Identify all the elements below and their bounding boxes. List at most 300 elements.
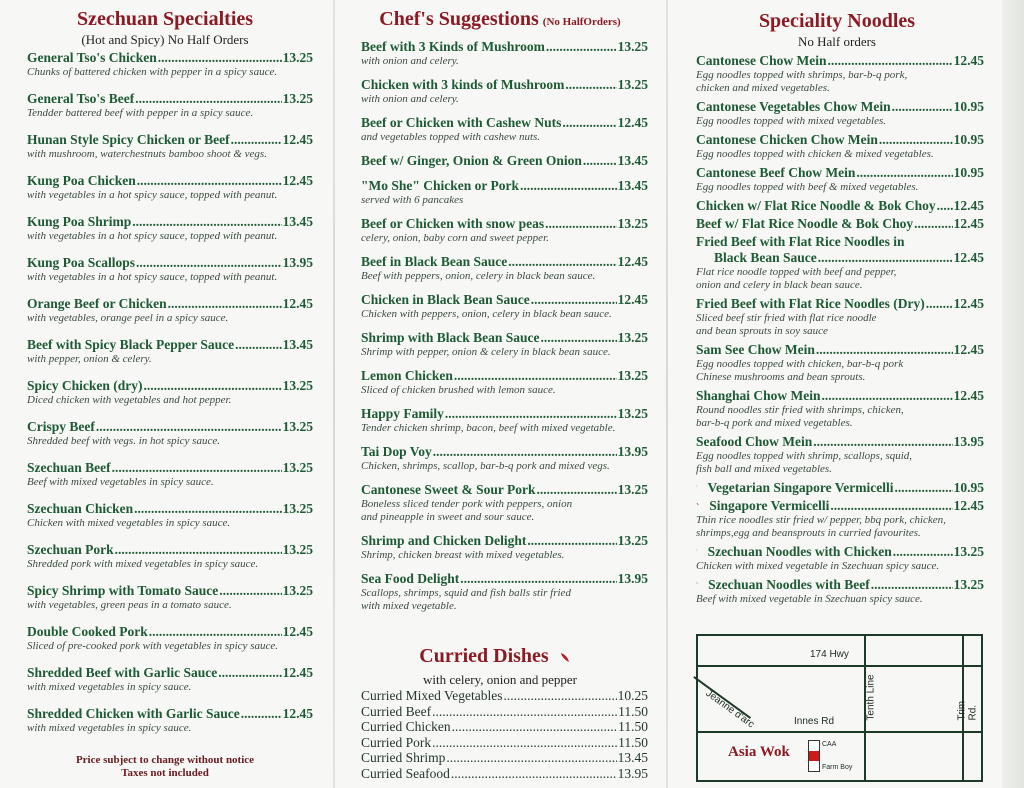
dot-leader xyxy=(115,542,282,558)
item-name: Fried Beef with Flat Rice Noodles in xyxy=(696,234,905,249)
item-name: Cantonese Chicken Chow Mein xyxy=(696,132,878,147)
item-price: 10.95 xyxy=(953,99,984,114)
item-name: Shredded Beef with Garlic Sauce xyxy=(27,665,218,680)
menu-item-row xyxy=(361,178,648,194)
menu-item xyxy=(696,99,984,128)
dot-leader xyxy=(96,419,282,435)
menu-item-row xyxy=(361,115,648,131)
dot-leader xyxy=(527,533,616,549)
menu-item-row xyxy=(696,577,984,593)
menu-item-row xyxy=(27,255,313,271)
item-price: 13.25 xyxy=(617,216,648,231)
price-notice-line2: Taxes not included xyxy=(121,767,209,779)
dot-leader xyxy=(454,368,617,384)
item-description: Beef with peppers, onion, celery in black bean sauce. xyxy=(361,270,596,282)
item-price: 12.45 xyxy=(953,388,984,403)
item-name: Curried Shrimp xyxy=(361,750,446,765)
menu-item xyxy=(696,198,984,214)
item-description: Chunks of battered chicken with pepper in a spicy sauce. xyxy=(27,66,278,78)
dot-leader xyxy=(892,99,953,115)
item-description: Boneless sliced tender pork with peppers, onion xyxy=(361,498,573,510)
item-name: Curried Chicken xyxy=(361,719,451,734)
item-description: with vegetables, green peas in a tomato sauce. xyxy=(27,599,232,611)
item-name: Chicken in Black Bean Sauce xyxy=(361,292,530,307)
menu-item-row xyxy=(696,434,984,450)
menu-item xyxy=(27,583,313,624)
item-name: Vegetarian Singapore Vermicelli xyxy=(707,480,894,495)
item-description: Shrimp, chicken breast with mixed vegetables. xyxy=(361,549,565,561)
item-price: 13.95 xyxy=(282,255,313,270)
item-price: 12.45 xyxy=(953,296,984,311)
item-name: Kung Poa Scallops xyxy=(27,255,136,270)
menu-item-row xyxy=(27,665,313,681)
item-name: Szechuan Chicken xyxy=(27,501,134,516)
item-price: 12.45 xyxy=(282,296,313,311)
item-description: with mushroom, waterchestnuts bamboo shoot & vegs. xyxy=(27,148,267,160)
menu-item xyxy=(361,115,648,144)
item-description: shrimps,egg and beansprouts in curried favourites. xyxy=(696,527,921,539)
menu-item xyxy=(27,132,313,173)
chef-title-note: (No HalfOrders) xyxy=(542,16,621,28)
menu-item-row xyxy=(361,330,648,346)
menu-item-row xyxy=(361,216,648,232)
item-description: with pepper, onion & celery. xyxy=(27,353,152,365)
menu-item-row xyxy=(361,571,648,587)
dot-leader xyxy=(460,571,616,587)
item-name: Szechuan Pork xyxy=(27,542,114,557)
menu-item xyxy=(696,434,984,476)
item-description: onion and celery in black bean sauce. xyxy=(696,279,863,291)
item-price: 12.45 xyxy=(282,173,313,188)
item-name: Chicken w/ Flat Rice Noodle & Bok Choy xyxy=(696,198,936,213)
item-price: 11.50 xyxy=(618,719,648,734)
noodles-panel xyxy=(672,0,1002,788)
dot-leader xyxy=(134,501,281,517)
chili-pepper-icon xyxy=(696,480,698,492)
menu-item-row xyxy=(696,388,984,404)
item-price: 13.25 xyxy=(282,583,313,598)
label-174-hwy: 174 Hwy xyxy=(810,649,849,660)
menu-item xyxy=(27,665,313,706)
section-subtitle-noodles: No Half orders xyxy=(798,34,876,49)
item-price: 10.95 xyxy=(953,480,984,495)
menu-item xyxy=(696,165,984,194)
item-description: with mixed vegetables in spicy sauce. xyxy=(27,722,192,734)
item-description: Chicken, shrimps, scallop, bar-b-q pork and mixed vegs. xyxy=(361,460,610,472)
menu-item-row xyxy=(361,750,648,766)
item-price: 13.25 xyxy=(617,533,648,548)
menu-item xyxy=(361,292,648,321)
item-price: 13.45 xyxy=(282,337,313,352)
item-description: celery, onion, baby corn and sweet pepper. xyxy=(361,232,549,244)
menu-item-row xyxy=(361,292,648,308)
dot-leader xyxy=(231,132,282,148)
menu-item xyxy=(361,533,648,562)
menu-item xyxy=(27,255,313,296)
item-name: Szechuan Noodles with Chicken xyxy=(707,544,892,559)
menu-item xyxy=(27,706,313,747)
item-description: Egg noodles topped with shrimps, bar-b-q pork, xyxy=(696,69,908,81)
dot-leader xyxy=(433,444,617,460)
item-name: Szechuan Noodles with Beef xyxy=(708,577,870,592)
item-name: Fried Beef with Flat Rice Noodles (Dry) xyxy=(696,296,925,311)
menu-item-row xyxy=(696,296,984,312)
dot-leader xyxy=(818,250,953,266)
menu-item xyxy=(361,77,648,106)
menu-item-row xyxy=(361,39,648,55)
menu-item xyxy=(696,388,984,430)
price-notice xyxy=(0,754,330,780)
menu-item-row xyxy=(361,77,648,93)
label-farm-boy: Farm Boy xyxy=(822,764,853,771)
item-description: and pineapple in sweet and sour sauce. xyxy=(361,511,535,523)
item-price: 12.45 xyxy=(617,115,648,130)
menu-item xyxy=(27,214,313,255)
item-name: Lemon Chicken xyxy=(361,368,453,383)
item-name: Cantonese Vegetables Chow Mein xyxy=(696,99,891,114)
item-description: with mixed vegetable. xyxy=(361,600,457,612)
menu-item-row xyxy=(696,99,984,115)
dot-leader xyxy=(241,706,282,722)
item-name: Beef or Chicken with Cashew Nuts xyxy=(361,115,562,130)
item-name: Beef with 3 Kinds of Mushroom xyxy=(361,39,545,54)
dot-leader xyxy=(562,115,616,131)
item-name: Tai Dop Voy xyxy=(361,444,432,459)
menu-item-row xyxy=(27,419,313,435)
item-name: Crispy Beef xyxy=(27,419,95,434)
dot-leader xyxy=(452,719,618,735)
chef-panel xyxy=(340,0,660,788)
item-price: 13.25 xyxy=(617,368,648,383)
dot-leader xyxy=(856,165,952,181)
menu-item-row xyxy=(361,704,648,720)
item-description: Scallops, shrimps, squid and fish balls stir fried xyxy=(361,587,571,599)
item-description: Shredded beef with vegs. in hot spicy sauce. xyxy=(27,435,220,447)
item-price: 13.45 xyxy=(617,153,648,168)
item-description: Sliced of pre-cooked pork with vegetables in spicy sauce. xyxy=(27,640,278,652)
dot-leader xyxy=(583,153,617,169)
dot-leader xyxy=(135,91,281,107)
item-price: 12.45 xyxy=(953,342,984,357)
item-price: 12.45 xyxy=(953,250,984,265)
dot-leader xyxy=(137,173,282,189)
item-price: 12.45 xyxy=(953,216,984,231)
item-price: 12.45 xyxy=(617,292,648,307)
menu-item xyxy=(361,216,648,245)
item-description: Tendder battered beef with pepper in a spicy sauce. xyxy=(27,107,254,119)
menu-item-row xyxy=(27,460,313,476)
dot-leader xyxy=(432,735,617,751)
item-name: Curried Mixed Vegetables xyxy=(361,688,503,703)
item-description: fish ball and mixed vegetables. xyxy=(696,463,832,475)
menu-item-row xyxy=(27,378,313,394)
page-edge xyxy=(1002,0,1024,788)
item-price: 13.25 xyxy=(617,482,648,497)
dot-leader xyxy=(235,337,282,353)
item-price: 13.95 xyxy=(617,444,648,459)
dot-leader xyxy=(914,216,953,232)
item-name: Beef w/ Flat Rice Noodle & Bok Choy xyxy=(696,216,914,231)
menu-item-row xyxy=(27,706,313,722)
item-name: Singapore Vermicelli xyxy=(709,498,830,513)
item-price: 13.25 xyxy=(617,330,648,345)
item-name: General Tso's Chicken xyxy=(27,50,157,65)
item-description: Shredded pork with mixed vegetables in spicy sauce. xyxy=(27,558,259,570)
road-174-hwy xyxy=(698,665,981,667)
item-name: Shrimp and Chicken Delight xyxy=(361,533,527,548)
dot-leader xyxy=(432,704,617,720)
dot-leader xyxy=(822,388,953,404)
menu-item-row xyxy=(361,254,648,270)
menu-item xyxy=(696,544,984,573)
item-description: with mixed vegetables in spicy sauce. xyxy=(27,681,192,693)
item-name: Sea Food Delight xyxy=(361,571,460,586)
menu-item-row xyxy=(696,250,984,266)
item-price: 12.45 xyxy=(953,498,984,513)
menu-item-row xyxy=(361,153,648,169)
menu-item xyxy=(27,337,313,378)
item-price: 12.45 xyxy=(282,665,313,680)
menu-item xyxy=(696,480,984,496)
dot-leader xyxy=(828,53,953,69)
plaza-marker xyxy=(808,740,820,772)
item-description: Chicken with mixed vegetable in Szechuan spicy sauce. xyxy=(696,560,940,572)
item-price: 13.25 xyxy=(282,50,313,65)
menu-item-row xyxy=(696,234,984,250)
dot-leader xyxy=(132,214,281,230)
item-price: 13.25 xyxy=(617,39,648,54)
road-innes xyxy=(698,731,981,733)
dot-leader xyxy=(546,39,617,55)
item-description: with vegetables in a hot spicy sauce, topped with peanut. xyxy=(27,230,278,242)
dot-leader xyxy=(520,178,617,194)
item-price: 11.50 xyxy=(618,703,648,719)
dot-leader xyxy=(218,665,281,681)
dot-leader xyxy=(830,498,952,514)
chili-pepper-icon xyxy=(696,498,699,510)
menu-item-row xyxy=(27,624,313,640)
item-price: 13.25 xyxy=(617,406,648,421)
item-description: bar-b-q pork and mixed vegetables. xyxy=(696,417,853,429)
menu-item xyxy=(696,498,984,540)
item-name: Beef w/ Ginger, Onion & Green Onion xyxy=(361,153,582,168)
menu-item xyxy=(696,216,984,232)
item-description: Sliced of chicken brushed with lemon sauce. xyxy=(361,384,556,396)
menu-item xyxy=(27,501,313,542)
item-description: Egg noodles topped with shrimp, scallops, squid, xyxy=(696,450,913,462)
item-description: Beef with mixed vegetables in spicy sauce. xyxy=(27,476,214,488)
menu-item-row xyxy=(27,91,313,107)
dot-leader xyxy=(813,434,952,450)
item-name: Curried Seafood xyxy=(361,765,450,781)
chili-pepper-icon xyxy=(696,577,698,589)
menu-item xyxy=(27,50,313,91)
item-price: 13.25 xyxy=(282,378,313,393)
item-description: Round noodles stir fried with shrimps, chicken, xyxy=(696,404,904,416)
item-name: Cantonese Sweet & Sour Pork xyxy=(361,482,536,497)
dot-leader xyxy=(816,342,953,358)
item-price: 13.45 xyxy=(617,750,648,765)
item-price: 13.25 xyxy=(282,501,313,516)
item-name: "Mo She" Chicken or Pork xyxy=(361,178,519,193)
menu-item-row xyxy=(696,216,984,232)
menu-item-row xyxy=(696,342,984,358)
menu-item xyxy=(361,178,648,207)
menu-item xyxy=(696,234,984,292)
szechuan-items xyxy=(27,50,313,747)
menu-item-row xyxy=(696,498,984,514)
dot-leader xyxy=(545,216,616,232)
item-description: Chinese mushrooms and bean sprouts. xyxy=(696,371,866,383)
label-jeanne-darc: Jeanne d'arc xyxy=(703,688,757,731)
item-price: 13.45 xyxy=(617,178,648,193)
item-price: 12.45 xyxy=(282,132,313,147)
dot-leader xyxy=(541,330,617,346)
menu-item-row xyxy=(696,53,984,69)
dot-leader xyxy=(871,577,953,593)
menu-item xyxy=(27,91,313,132)
dot-leader xyxy=(531,292,617,308)
item-price: 12.45 xyxy=(953,198,984,213)
item-name: Cantonese Chow Mein xyxy=(696,53,827,68)
item-name: Curried Pork xyxy=(361,734,432,750)
menu-item-row xyxy=(361,533,648,549)
dot-leader xyxy=(503,688,616,704)
dot-leader xyxy=(219,583,281,599)
menu-item-row xyxy=(27,542,313,558)
item-description: Egg noodles topped with chicken & mixed vegetables. xyxy=(696,148,934,160)
section-title-chef: Chef's Suggestions xyxy=(379,8,539,30)
dot-leader xyxy=(508,254,616,270)
item-name: Sam See Chow Mein xyxy=(696,342,815,357)
menu-item xyxy=(361,368,648,397)
item-name: Shrimp with Black Bean Sauce xyxy=(361,330,540,345)
fold-line xyxy=(666,0,668,788)
menu-item xyxy=(696,342,984,384)
price-notice-line1: Price subject to change without notice xyxy=(75,754,255,766)
menu-item xyxy=(361,482,648,524)
item-description: and bean sprouts in soy sauce xyxy=(696,325,828,337)
menu-item xyxy=(361,571,648,613)
item-price: 10.95 xyxy=(953,165,984,180)
item-price: 10.95 xyxy=(953,132,984,147)
item-price: 13.95 xyxy=(617,571,648,586)
item-name: Beef or Chicken with snow peas xyxy=(361,216,545,231)
item-name: Szechuan Beef xyxy=(27,460,111,475)
menu-item-row xyxy=(696,544,984,560)
item-description: Thin rice noodles stir fried w/ pepper, bbq pork, chicken, xyxy=(696,514,946,526)
item-description: chicken and mixed vegetables. xyxy=(696,82,830,94)
section-title-noodles: Speciality Noodles xyxy=(758,10,916,32)
menu-item-row xyxy=(696,480,984,496)
item-name: Beef in Black Bean Sauce xyxy=(361,254,508,269)
dot-leader xyxy=(149,624,282,640)
item-price: 13.25 xyxy=(282,91,313,106)
item-price: 13.25 xyxy=(953,544,984,559)
item-description: with onion and celery. xyxy=(361,93,459,105)
item-description: Flat rice noodle topped with beef and pepper, xyxy=(696,266,897,278)
menu-item-row xyxy=(361,688,648,704)
chili-pepper-icon xyxy=(696,544,698,556)
chili-pepper-icon xyxy=(559,651,571,663)
menu-item xyxy=(361,153,648,169)
menu-item xyxy=(27,624,313,665)
item-name: Cantonese Beef Chow Mein xyxy=(696,165,856,180)
menu-item-row xyxy=(361,444,648,460)
dot-leader xyxy=(168,296,282,312)
dot-leader xyxy=(537,482,617,498)
fold-line xyxy=(333,0,335,788)
section-subtitle-szechuan: (Hot and Spicy) No Half Orders xyxy=(81,32,249,47)
menu-item-row xyxy=(361,482,648,498)
dot-leader xyxy=(926,296,953,312)
item-description: Chicken with mixed vegetables in spicy sauce. xyxy=(27,517,231,529)
menu-item xyxy=(27,542,313,583)
item-description: Tender chicken shrimp, bacon, beef with mixed vegetable. xyxy=(361,422,616,434)
label-innes-rd: Innes Rd xyxy=(794,716,835,727)
dot-leader xyxy=(446,750,616,766)
menu-item-row xyxy=(27,132,313,148)
section-title-curried: Curried Dishes xyxy=(419,645,549,667)
menu-item-row xyxy=(27,50,313,66)
dot-leader xyxy=(879,132,953,148)
item-price: 11.50 xyxy=(618,734,648,750)
dot-leader xyxy=(445,406,617,422)
section-subtitle-curried: with celery, onion and pepper xyxy=(422,672,578,687)
menu-item xyxy=(27,460,313,501)
menu-item-row xyxy=(27,173,313,189)
dot-leader xyxy=(112,460,282,476)
item-name: Double Cooked Pork xyxy=(27,624,148,639)
chef-items xyxy=(361,39,648,622)
dot-leader xyxy=(893,544,953,560)
item-price: 13.25 xyxy=(282,542,313,557)
dot-leader xyxy=(895,480,953,496)
item-name: Spicy Shrimp with Tomato Sauce xyxy=(27,583,219,598)
section-title-chef-wrap xyxy=(340,8,660,30)
item-price: 13.25 xyxy=(282,460,313,475)
menu-item-row xyxy=(361,766,648,782)
menu-item-row xyxy=(27,583,313,599)
item-name: Shredded Chicken with Garlic Sauce xyxy=(27,706,240,721)
item-name: Beef with Spicy Black Pepper Sauce xyxy=(27,337,235,352)
menu-item xyxy=(696,577,984,606)
menu-item xyxy=(361,406,648,435)
label-trim-rd: Trim Rd. xyxy=(956,700,979,721)
dot-leader xyxy=(565,77,616,93)
menu-item-row xyxy=(361,368,648,384)
dot-leader xyxy=(937,198,953,214)
menu-item xyxy=(696,53,984,95)
item-name: Kung Poa Shrimp xyxy=(27,214,132,229)
dot-leader xyxy=(136,255,282,271)
menu-item-row xyxy=(361,735,648,751)
item-description: served with 6 pancakes xyxy=(361,194,464,206)
item-price: 13.25 xyxy=(617,77,648,92)
item-description: Egg noodles topped with chicken, bar-b-q pork xyxy=(696,358,904,370)
item-price: 12.45 xyxy=(953,53,984,68)
item-description: and vegetables topped with cashew nuts. xyxy=(361,131,541,143)
menu-item-row xyxy=(361,406,648,422)
curried-items xyxy=(361,688,648,781)
item-description: with vegetables, orange peel in a spicy sauce. xyxy=(27,312,229,324)
menu-item-row xyxy=(696,132,984,148)
menu-item-row xyxy=(27,214,313,230)
menu-item xyxy=(361,330,648,359)
item-name: Shanghai Chow Mein xyxy=(696,388,821,403)
item-name: Spicy Chicken (dry) xyxy=(27,378,143,393)
item-description: Sliced beef stir fried with flat rice noodle xyxy=(696,312,877,324)
